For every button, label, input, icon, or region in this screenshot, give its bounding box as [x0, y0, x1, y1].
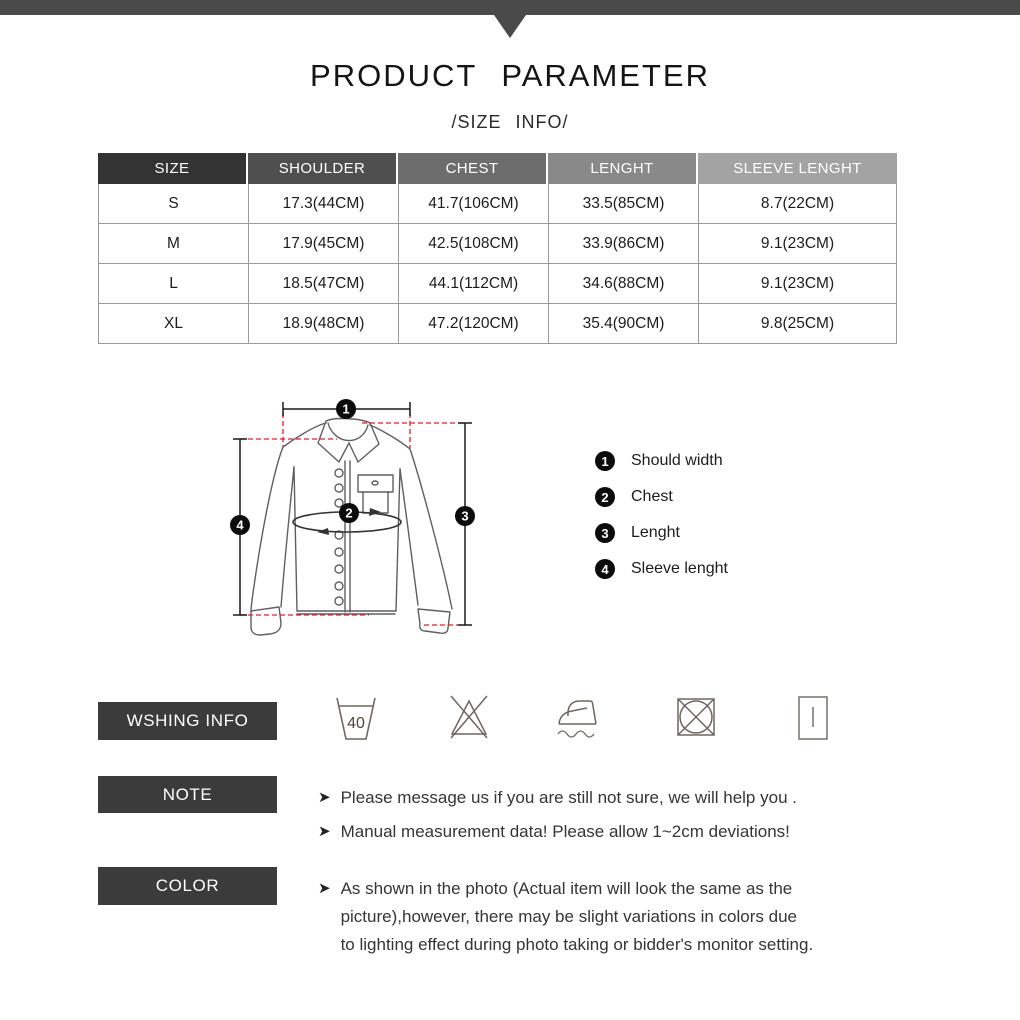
banner-arrow-down-icon: [494, 15, 526, 38]
legend-label: Should width: [631, 452, 723, 469]
table-cell: 33.5(85CM): [549, 184, 699, 224]
color-note-line: As shown in the photo (Actual item will look the same as the: [340, 879, 793, 898]
marker-1: 1: [342, 401, 350, 417]
legend-label: Chest: [631, 488, 673, 505]
column-header-chest: CHEST: [398, 153, 546, 184]
note-list: [318, 787, 938, 843]
note-item: [318, 787, 938, 809]
measurement-legend: [595, 448, 728, 592]
table-cell: L: [99, 264, 249, 304]
legend-item: [595, 556, 728, 582]
note-label: NOTE: [98, 776, 277, 813]
color-note: [318, 875, 958, 959]
shirt-pocket: [358, 475, 393, 492]
table-cell: 18.5(47CM): [249, 264, 399, 304]
note-text: Please message us if you are still not sure, we will help you .: [340, 788, 797, 807]
table-cell: 9.8(25CM): [760, 314, 835, 332]
note-text: Manual measurement data! Please allow 1~2cm deviations!: [340, 822, 790, 841]
do-not-tumble-dry-icon: [672, 693, 720, 741]
table-cell: 42.5(108CM): [399, 224, 549, 264]
size-table-header: [98, 153, 897, 184]
legend-item: [595, 520, 728, 546]
legend-label: Lenght: [631, 524, 680, 541]
table-cell: 9.1(23CM): [699, 224, 896, 264]
legend-item: [595, 484, 728, 510]
shirt-measurement-diagram: [222, 383, 484, 655]
table-cell: 8.7(22CM): [699, 184, 896, 224]
marker-3: 3: [461, 508, 469, 524]
size-table-body: [98, 184, 897, 344]
color-note-text: [341, 875, 814, 959]
arrow-bullet-icon: ➤: [318, 789, 331, 806]
column-header-length: LENGHT: [548, 153, 696, 184]
wash-40-icon: [335, 694, 377, 744]
legend-badge-1: 1: [595, 451, 615, 471]
color-note-line: to lighting effect during photo taking or bidder's monitor setting.: [340, 935, 814, 954]
table-cell: 44.1(112CM): [399, 264, 549, 304]
do-not-bleach-icon: [446, 692, 492, 742]
marker-4: 4: [236, 517, 244, 533]
shirt-outline: [251, 419, 452, 635]
color-label: COLOR: [98, 867, 277, 905]
table-cell: 41.7(106CM): [399, 184, 549, 224]
note-item: [318, 821, 938, 843]
legend-badge-2: 2: [595, 487, 615, 507]
table-cell: S: [99, 184, 249, 224]
table-cell: 47.2(120CM): [399, 304, 549, 343]
column-header-size: SIZE: [98, 153, 246, 184]
arrow-bullet-icon: ➤: [318, 880, 331, 897]
drip-dry-icon: [793, 694, 833, 742]
table-cell: 35.4(90CM): [549, 304, 699, 343]
table-cell: 34.6(88CM): [549, 264, 699, 304]
wash-temp-value: 40: [347, 715, 365, 732]
table-cell: 33.9(86CM): [549, 224, 699, 264]
table-cell: XL: [99, 304, 249, 343]
table-cell: 17.9(45CM): [249, 224, 399, 264]
column-header-shoulder: SHOULDER: [248, 153, 396, 184]
iron-icon: [554, 692, 606, 744]
page-subtitle: /SIZE INFO/: [451, 112, 569, 132]
marker-2: 2: [345, 505, 353, 521]
legend-label: Sleeve lenght: [631, 560, 728, 577]
table-cell: 17.3(44CM): [249, 184, 399, 224]
size-table: [98, 153, 897, 344]
legend-badge-4: 4: [595, 559, 615, 579]
arrow-bullet-icon: ➤: [318, 823, 331, 840]
color-note-line: picture),however, there may be slight variations in colors due: [340, 907, 797, 926]
legend-badge-3: 3: [595, 523, 615, 543]
legend-item: [595, 448, 728, 474]
table-cell: 9.1(23CM): [699, 264, 896, 304]
table-cell: M: [99, 224, 249, 264]
column-header-sleeve-length: SLEEVE LENGHT: [698, 153, 897, 184]
page-title: PRODUCT PARAMETER: [310, 58, 710, 93]
table-cell: 18.9(48CM): [249, 304, 399, 343]
top-banner-bar: [0, 0, 1020, 15]
washing-info-label: WSHING INFO: [98, 702, 277, 740]
